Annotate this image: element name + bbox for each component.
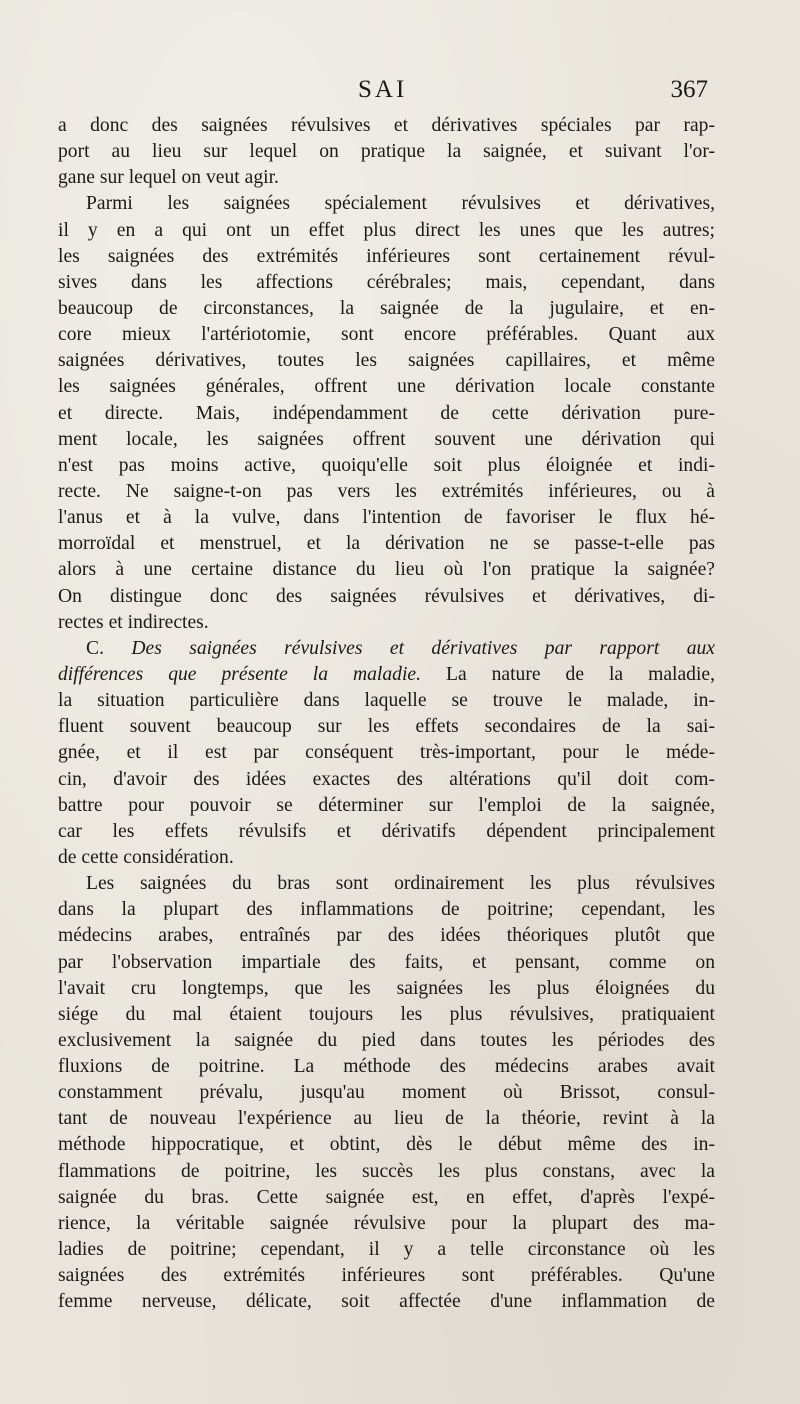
text-line: rectes et indirectes. [58, 611, 209, 633]
text-line: ladies de poitrine; cependant, il y a telle circonstance où les [58, 1239, 715, 1261]
section-heading-line [58, 636, 715, 662]
text-line: siége du mal étaient toujours les plus révulsives, pratiquaient [58, 1003, 715, 1025]
text-line: de cette considération. [58, 846, 234, 868]
text-line: tant de nouveau l'expérience au lieu de la théorie, revint à la [58, 1108, 715, 1130]
text-line: fluxions de poitrine. La méthode des médecins arabes avait [58, 1056, 715, 1078]
text-line: et directe. Mais, indépendamment de cette dérivation pure- [58, 402, 715, 424]
text-line [58, 662, 715, 688]
text-line: femme nerveuse, délicate, soit affectée d'une inflammation de [58, 1291, 715, 1313]
text-line: ment locale, les saignées offrent souvent une dérivation qui [58, 428, 715, 450]
text-line: saignée du bras. Cette saignée est, en effet, d'après l'expé- [58, 1186, 715, 1208]
text-line: les saignées des extrémités inférieures sont certainement révul- [58, 245, 715, 267]
text-line: Les saignées du bras sont ordinairement les plus révulsives [86, 873, 715, 895]
section-marker: C. [86, 637, 104, 659]
text-line: exclusivement la saignée du pied dans toutes les périodes des [58, 1029, 715, 1051]
text-line: recte. Ne saigne-t-on pas vers les extrémités inférieures, ou à [58, 480, 715, 502]
text-line: beaucoup de circonstances, la saignée de la jugulaire, et en- [58, 297, 715, 319]
text-line: saignées dérivatives, toutes les saignées capillaires, et même [58, 350, 715, 372]
text-line: a donc des saignées révulsives et dérivatives spéciales par rap- [58, 115, 715, 136]
body-text [58, 113, 715, 1315]
text-line: flammations de poitrine, les succès les plus constans, avec la [58, 1160, 715, 1182]
text-line: gnée, et il est par conséquent très-important, pour le méde- [58, 742, 715, 764]
running-head: SAI [358, 76, 408, 103]
section-heading: Des saignées révulsives et dérivatives par rapport aux [131, 637, 715, 659]
text-line: battre pour pouvoir se déterminer sur l'emploi de la saignée, [58, 794, 715, 816]
text-line: saignées des extrémités inférieures sont préférables. Qu'une [58, 1265, 715, 1287]
text-line: l'avait cru longtemps, que les saignées les plus éloignées du [58, 977, 715, 999]
text-line: dans la plupart des inflammations de poitrine; cependant, les [58, 899, 715, 921]
text-line: il y en a qui ont un effet plus direct les unes que les autres; [58, 219, 715, 241]
paragraph-start: La nature de la maladie, [445, 663, 715, 685]
text-line: constamment prévalu, jusqu'au moment où Brissot, consul- [58, 1082, 715, 1104]
text-line: n'est pas moins active, quoiqu'elle soit plus éloignée et indi- [58, 454, 715, 476]
text-line: car les effets révulsifs et dérivatifs dépendent principalement [58, 820, 715, 842]
text-line: Parmi les saignées spécialement révulsives et dérivatives, [86, 193, 715, 215]
text-line: On distingue donc des saignées révulsives et dérivatives, di- [58, 585, 715, 607]
text-line: rience, la véritable saignée révulsive pour la plupart des ma- [58, 1212, 715, 1234]
text-line: core mieux l'artériotomie, sont encore préférables. Quant aux [58, 324, 715, 346]
text-line: méthode hippocratique, et obtint, dès le début même des in- [58, 1134, 715, 1156]
page-header [58, 76, 708, 110]
text-line: port au lieu sur lequel on pratique la saignée, et suivant l'or- [58, 141, 715, 163]
text-line: la situation particulière dans laquelle se trouve le malade, in- [58, 690, 715, 712]
page-number: 367 [670, 76, 708, 103]
text-line: cin, d'avoir des idées exactes des altérations qu'il doit com- [58, 768, 715, 790]
text-line: l'anus et à la vulve, dans l'intention de favoriser le flux hé- [58, 507, 715, 529]
text-line: fluent souvent beaucoup sur les effets secondaires de la sai- [58, 716, 715, 738]
text-line: les saignées générales, offrent une dérivation locale constante [58, 376, 715, 398]
text-line: morroïdal et menstruel, et la dérivation ne se passe-t-elle pas [58, 533, 715, 555]
text-line: alors à une certaine distance du lieu où l'on pratique la saignée? [58, 559, 715, 581]
section-heading-continued: différences que présente la maladie. [58, 663, 422, 685]
text-line: par l'observation impartiale des faits, et pensant, comme on [58, 951, 715, 973]
text-line: sives dans les affections cérébrales; mais, cependant, dans [58, 271, 715, 293]
text-line: gane sur lequel on veut agir. [58, 167, 279, 189]
text-line: médecins arabes, entraînés par des idées théoriques plutôt que [58, 925, 715, 947]
